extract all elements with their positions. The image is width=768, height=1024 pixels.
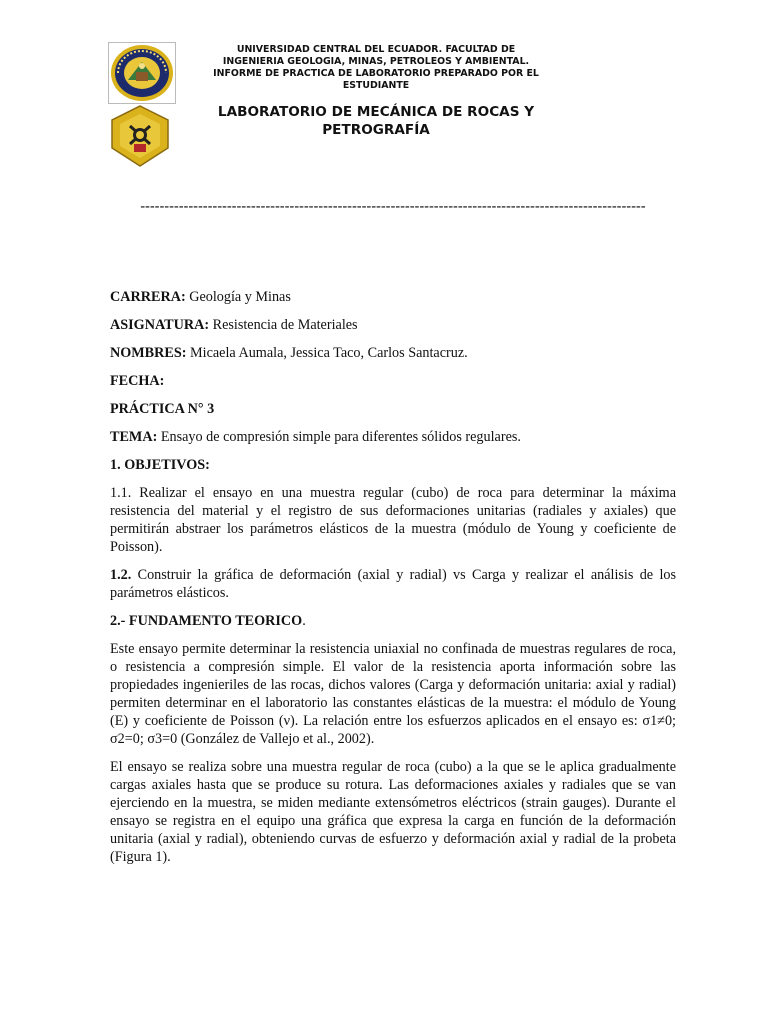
fundamento-heading-text: 2.- FUNDAMENTO TEORICO (110, 613, 303, 629)
field-fecha (110, 372, 676, 390)
tema-value: Ensayo de compresión simple para diferentes sólidos regulares. (160, 429, 521, 445)
fundamento-heading (110, 612, 676, 630)
ucentral-logo (108, 42, 176, 104)
lab-title: LABORATORIO DE MECÁNICA DE ROCAS Y PETROGRAFÍA (217, 104, 535, 138)
ingenieria-logo (108, 104, 172, 168)
field-nombres (110, 344, 676, 362)
asignatura-label: ASIGNATURA: (110, 317, 210, 333)
field-carrera (110, 288, 676, 306)
objetivos-heading: 1. OBJETIVOS: (110, 457, 210, 473)
asignatura-value: Resistencia de Materiales (212, 317, 358, 333)
objetivo-1: 1.1. Realizar el ensayo en una muestra regular (cubo) de roca para determinar la máxima resistencia del material y el registro de sus deformaciones unitarias (radiales y axiales) que permitirán abstraer los parámetros elásticos de la muestra (módulo de Young y coeficiente de Poisson). (110, 485, 676, 555)
field-tema (110, 428, 676, 446)
practica-label: PRÁCTICA N° 3 (110, 401, 215, 417)
objetivo-2 (110, 566, 676, 602)
field-asignatura (110, 316, 676, 334)
fundamento-paragraph-1: Este ensayo permite determinar la resistencia uniaxial no confinada de muestras regulares de roca, o resistencia a compresión simple. El valor de la resistencia aporta información sobre las propiedades ingenieriles de las rocas, dichos valores (Carga y deformación unitaria: axial y radial) permiten determinar en el laboratorio las constantes elásticas de la muestra: el módulo de Young (E) y coeficiente de Poisson (ν). La relación entre los esfuerzos aplicados en el ensayo es: σ1≠0; σ2=0; σ3=0 (González de Vallejo et al., 2002). (110, 641, 676, 747)
nombres-label: NOMBRES: (110, 345, 187, 361)
carrera-label: CARRERA: (110, 289, 186, 305)
document-body (110, 288, 676, 876)
university-header: UNIVERSIDAD CENTRAL DEL ECUADOR. FACULTAD DE INGENIERIA GEOLOGIA, MINAS, PETROLEOS Y AMBIENTAL. INFORME DE PRACTICA DE LABORATORIO PREPARADO POR EL ESTUDIANTE (213, 44, 539, 91)
field-practica (110, 400, 676, 418)
objetivo-2-number: 1.2. (110, 567, 132, 583)
objetivo-2-text: Construir la gráfica de deformación (axial y radial) vs Carga y realizar el análisis de los parámetros elásticos. (110, 567, 677, 601)
fecha-label: FECHA: (110, 373, 165, 389)
fundamento-heading-suffix: . (302, 613, 306, 629)
separator-line: --------------------------------------------------------------------------------------------------------- (140, 199, 646, 214)
fundamento-paragraph-2: El ensayo se realiza sobre una muestra regular de roca (cubo) a la que se le aplica gradualmente cargas axiales hasta que se produce su rotura. Las deformaciones axiales y radiales que se van ejerciendo en la muestra, se miden mediante extensómetros eléctricos (strain gauges). Durante el ensayo se registra en el equipo una gráfica que expresa la carga en función de la deformación unitaria (axial y radial), obteniendo curvas de esfuerzo y deformación axial y radial de la probeta (Figura 1). (110, 759, 676, 865)
carrera-value: Geología y Minas (189, 289, 291, 305)
tema-label: TEMA: (110, 429, 158, 445)
nombres-value: Micaela Aumala, Jessica Taco, Carlos Santacruz. (190, 345, 468, 361)
